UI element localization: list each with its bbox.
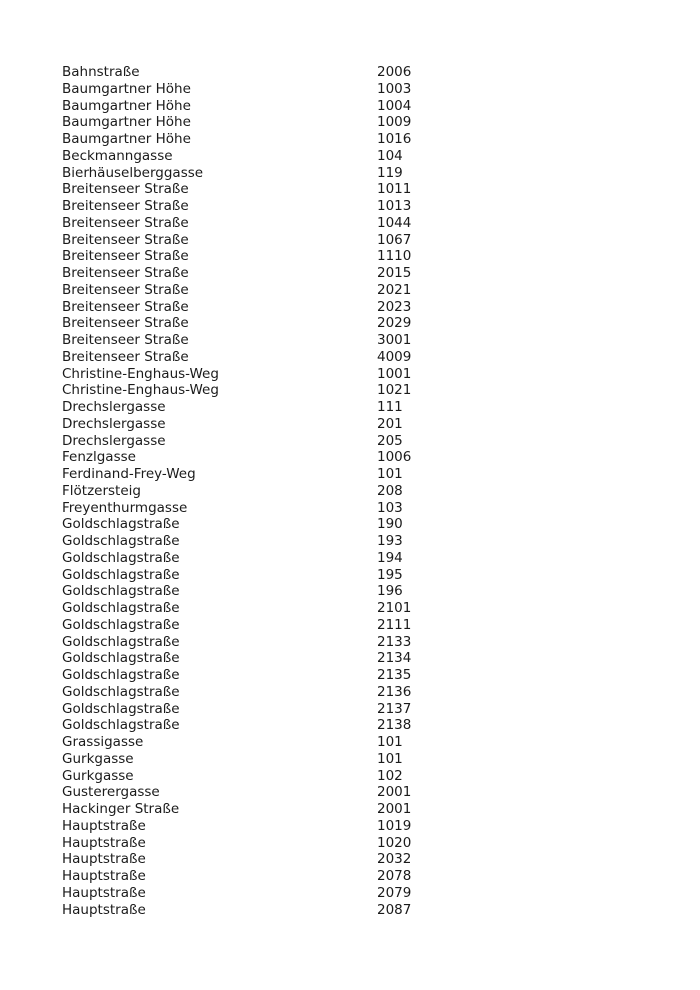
street-name: Hauptstraße xyxy=(62,834,146,851)
table-row xyxy=(62,583,700,600)
table-row xyxy=(62,215,700,232)
street-name: Breitenseer Straße xyxy=(62,231,189,248)
street-number: 102 xyxy=(377,767,403,784)
street-name: Hauptstraße xyxy=(62,851,146,868)
street-number: 104 xyxy=(377,147,403,164)
street-number: 1067 xyxy=(377,231,412,248)
table-row xyxy=(62,634,700,651)
street-name: Breitenseer Straße xyxy=(62,181,189,198)
street-name: Breitenseer Straße xyxy=(62,198,189,214)
street-list xyxy=(62,64,700,918)
table-row xyxy=(62,684,700,701)
street-number: 193 xyxy=(377,533,403,549)
street-number: 101 xyxy=(377,734,403,750)
table-row xyxy=(62,248,700,265)
table-row xyxy=(62,868,700,885)
street-number: 2133 xyxy=(377,633,412,650)
street-number: 2006 xyxy=(377,64,412,80)
street-name: Breitenseer Straße xyxy=(62,348,189,365)
street-number: 1006 xyxy=(377,449,412,466)
table-row xyxy=(62,751,700,768)
table-row xyxy=(62,768,700,785)
table-row xyxy=(62,734,700,751)
street-number: 1019 xyxy=(377,817,412,834)
table-row xyxy=(62,902,700,919)
street-number: 194 xyxy=(377,549,403,566)
street-name: Drechslergasse xyxy=(62,415,166,432)
street-number: 101 xyxy=(377,750,403,767)
table-row xyxy=(62,784,700,801)
street-number: 119 xyxy=(377,164,403,181)
street-number: 2079 xyxy=(377,884,412,901)
street-number: 1020 xyxy=(377,834,412,851)
street-number: 2111 xyxy=(377,616,412,633)
street-number: 2029 xyxy=(377,315,412,332)
table-row xyxy=(62,366,700,383)
street-name: Baumgartner Höhe xyxy=(62,114,191,131)
street-name: Breitenseer Straße xyxy=(62,265,189,281)
street-number: 2136 xyxy=(377,683,412,700)
table-row xyxy=(62,299,700,316)
street-number: 4009 xyxy=(377,348,412,365)
street-number: 2021 xyxy=(377,281,412,298)
street-name: Christine-Enghaus-Weg xyxy=(62,382,219,399)
street-name: Goldschlagstraße xyxy=(62,549,180,566)
table-row xyxy=(62,114,700,131)
street-number: 1009 xyxy=(377,114,412,131)
street-name: Drechslergasse xyxy=(62,432,166,449)
street-name: Beckmanngasse xyxy=(62,147,173,164)
street-name: Drechslergasse xyxy=(62,399,166,415)
street-name: Ferdinand-Frey-Weg xyxy=(62,466,196,482)
table-row xyxy=(62,399,700,416)
street-name: Hauptstraße xyxy=(62,901,146,918)
street-name: Breitenseer Straße xyxy=(62,281,189,298)
street-name: Goldschlagstraße xyxy=(62,667,180,683)
street-name: Goldschlagstraße xyxy=(62,566,180,583)
street-number: 103 xyxy=(377,499,403,516)
table-row xyxy=(62,349,700,366)
street-number: 1011 xyxy=(377,181,412,198)
street-number: 1001 xyxy=(377,365,412,382)
table-row xyxy=(62,667,700,684)
street-number: 3001 xyxy=(377,332,412,348)
street-name: Hauptstraße xyxy=(62,868,146,884)
street-name: Goldschlagstraße xyxy=(62,616,180,633)
table-row xyxy=(62,801,700,818)
table-row xyxy=(62,198,700,215)
street-name: Grassigasse xyxy=(62,734,144,750)
table-row xyxy=(62,165,700,182)
street-name: Hauptstraße xyxy=(62,884,146,901)
street-number: 2001 xyxy=(377,784,412,801)
table-row xyxy=(62,550,700,567)
street-number: 111 xyxy=(377,399,403,415)
street-name: Goldschlagstraße xyxy=(62,583,180,600)
street-number: 196 xyxy=(377,583,403,600)
street-number: 205 xyxy=(377,432,403,449)
table-row xyxy=(62,533,700,550)
street-name: Bierhäuselberggasse xyxy=(62,164,204,181)
table-row xyxy=(62,650,700,667)
street-number: 1044 xyxy=(377,214,412,231)
street-number: 2032 xyxy=(377,851,412,868)
table-row xyxy=(62,265,700,282)
street-name: Fenzlgasse xyxy=(62,449,136,466)
street-name: Hackinger Straße xyxy=(62,801,180,817)
table-row xyxy=(62,382,700,399)
street-name: Goldschlagstraße xyxy=(62,717,180,734)
table-row xyxy=(62,131,700,148)
street-name: Breitenseer Straße xyxy=(62,214,189,231)
table-row xyxy=(62,835,700,852)
street-number: 2001 xyxy=(377,801,412,817)
street-name: Gurkgasse xyxy=(62,750,134,767)
street-name: Breitenseer Straße xyxy=(62,315,189,332)
street-name: Goldschlagstraße xyxy=(62,533,180,549)
table-row xyxy=(62,516,700,533)
table-row xyxy=(62,600,700,617)
street-number: 2015 xyxy=(377,265,412,281)
street-name: Gusterergasse xyxy=(62,784,160,801)
street-name: Breitenseer Straße xyxy=(62,332,189,348)
street-number: 2138 xyxy=(377,717,412,734)
street-number: 2087 xyxy=(377,901,412,918)
table-row xyxy=(62,701,700,718)
street-name: Breitenseer Straße xyxy=(62,248,189,265)
street-number: 1004 xyxy=(377,97,412,114)
street-number: 2135 xyxy=(377,667,412,683)
table-row xyxy=(62,449,700,466)
street-number: 201 xyxy=(377,415,403,432)
table-row xyxy=(62,315,700,332)
table-row xyxy=(62,818,700,835)
street-name: Flötzersteig xyxy=(62,482,141,499)
street-number: 2134 xyxy=(377,650,412,667)
street-name: Gurkgasse xyxy=(62,767,134,784)
table-row xyxy=(62,617,700,634)
table-row xyxy=(62,500,700,517)
street-number: 2023 xyxy=(377,298,412,315)
table-row xyxy=(62,98,700,115)
street-number: 208 xyxy=(377,482,403,499)
street-number: 1110 xyxy=(377,248,412,265)
street-name: Goldschlagstraße xyxy=(62,650,180,667)
street-name: Baumgartner Höhe xyxy=(62,97,191,114)
street-name: Christine-Enghaus-Weg xyxy=(62,365,219,382)
street-name: Baumgartner Höhe xyxy=(62,131,191,147)
table-row xyxy=(62,416,700,433)
street-name: Breitenseer Straße xyxy=(62,298,189,315)
street-name: Baumgartner Höhe xyxy=(62,80,191,97)
table-row xyxy=(62,282,700,299)
street-name: Goldschlagstraße xyxy=(62,633,180,650)
street-number: 195 xyxy=(377,566,403,583)
table-row xyxy=(62,433,700,450)
street-name: Bahnstraße xyxy=(62,64,140,80)
table-row xyxy=(62,64,700,81)
street-number: 1021 xyxy=(377,382,412,399)
street-name: Goldschlagstraße xyxy=(62,700,180,717)
table-row xyxy=(62,885,700,902)
street-number: 2137 xyxy=(377,700,412,717)
table-row xyxy=(62,332,700,349)
street-name: Goldschlagstraße xyxy=(62,683,180,700)
table-row xyxy=(62,483,700,500)
street-number: 2101 xyxy=(377,600,412,616)
table-row xyxy=(62,232,700,249)
table-row xyxy=(62,567,700,584)
street-name: Goldschlagstraße xyxy=(62,600,180,616)
table-row xyxy=(62,466,700,483)
table-row xyxy=(62,181,700,198)
street-number: 190 xyxy=(377,516,403,533)
table-row xyxy=(62,851,700,868)
table-row xyxy=(62,717,700,734)
street-number: 101 xyxy=(377,466,403,482)
street-name: Freyenthurmgasse xyxy=(62,499,188,516)
street-name: Hauptstraße xyxy=(62,817,146,834)
table-row xyxy=(62,148,700,165)
street-number: 1016 xyxy=(377,131,412,147)
street-number: 1003 xyxy=(377,80,412,97)
street-number: 2078 xyxy=(377,868,412,884)
street-number: 1013 xyxy=(377,198,412,214)
street-name: Goldschlagstraße xyxy=(62,516,180,533)
table-row xyxy=(62,81,700,98)
